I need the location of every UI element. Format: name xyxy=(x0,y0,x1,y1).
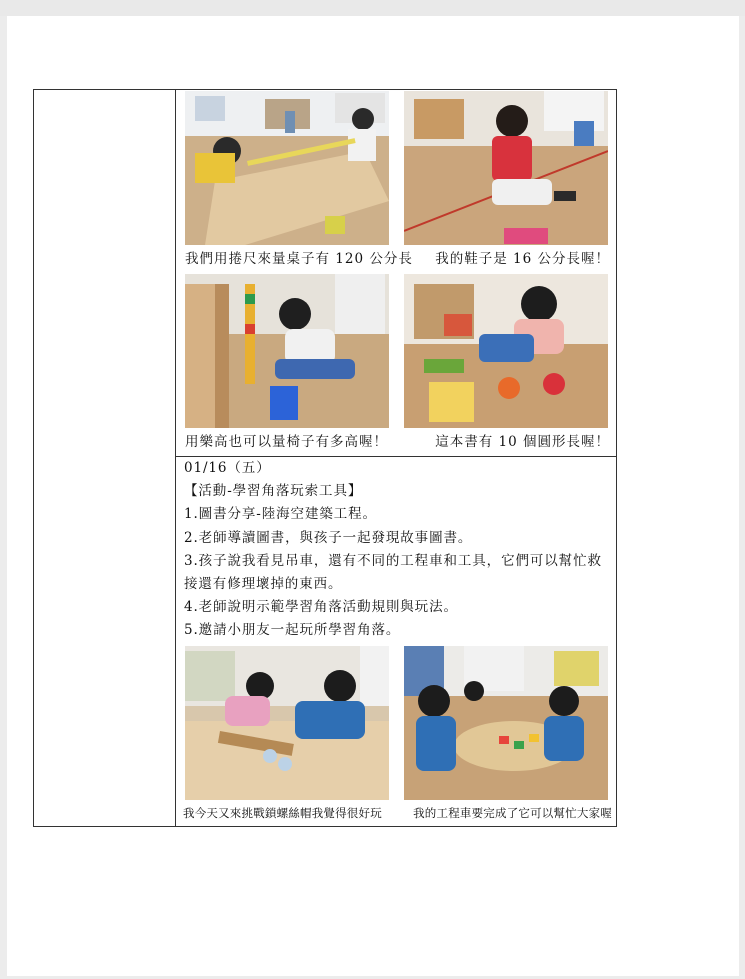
learning-corner-cell xyxy=(176,457,617,827)
activity-date: 01/16（五） xyxy=(184,460,271,476)
photo-screw-nut-challenge xyxy=(185,646,389,800)
activity-item: 3.孩子說我看見吊車，還有不同的工程車和工具，它們可以幫忙救 xyxy=(184,552,602,569)
caption-lego-chair: 用樂高也可以量椅子有多高喔！ xyxy=(185,434,388,450)
photo-book-circles xyxy=(404,274,608,428)
caption-book-circles: 這本書有 10 個圓形長喔！ xyxy=(435,434,610,450)
window-top-band xyxy=(0,0,745,16)
activity-item: 2.老師導讀圖書，與孩子一起發現故事圖書。 xyxy=(184,529,473,546)
caption-measuring-shoe: 我的鞋子是 16 公分長喔！ xyxy=(435,251,610,267)
activity-heading: 【活動-學習角落玩索工具】 xyxy=(184,483,363,500)
left-label-column xyxy=(34,90,176,827)
activity-description xyxy=(176,457,616,643)
caption-screw-nut-challenge: 我今天又來挑戰鎖螺絲帽我覺得很好玩 xyxy=(183,805,382,820)
activity-record-table xyxy=(33,89,617,827)
activity-item: 1.圖書分享-陸海空建築工程。 xyxy=(184,506,377,523)
measurement-photos-cell xyxy=(176,90,617,457)
photo-lego-chair xyxy=(185,274,389,428)
caption-construction-vehicle: 我的工程車要完成了它可以幫忙大家喔 xyxy=(413,805,612,820)
photo-measuring-shoe xyxy=(404,91,608,245)
photo-measuring-table xyxy=(185,91,389,245)
activity-item: 4.老師說明示範學習角落活動規則與玩法。 xyxy=(184,599,458,616)
activity-item: 5.邀請小朋友一起玩所學習角落。 xyxy=(184,622,401,639)
photo-construction-vehicle xyxy=(404,646,608,800)
caption-measuring-table: 我們用捲尺來量桌子有 120 公分長 xyxy=(185,251,413,267)
activity-item: 接還有修理壞掉的東西。 xyxy=(184,576,343,593)
